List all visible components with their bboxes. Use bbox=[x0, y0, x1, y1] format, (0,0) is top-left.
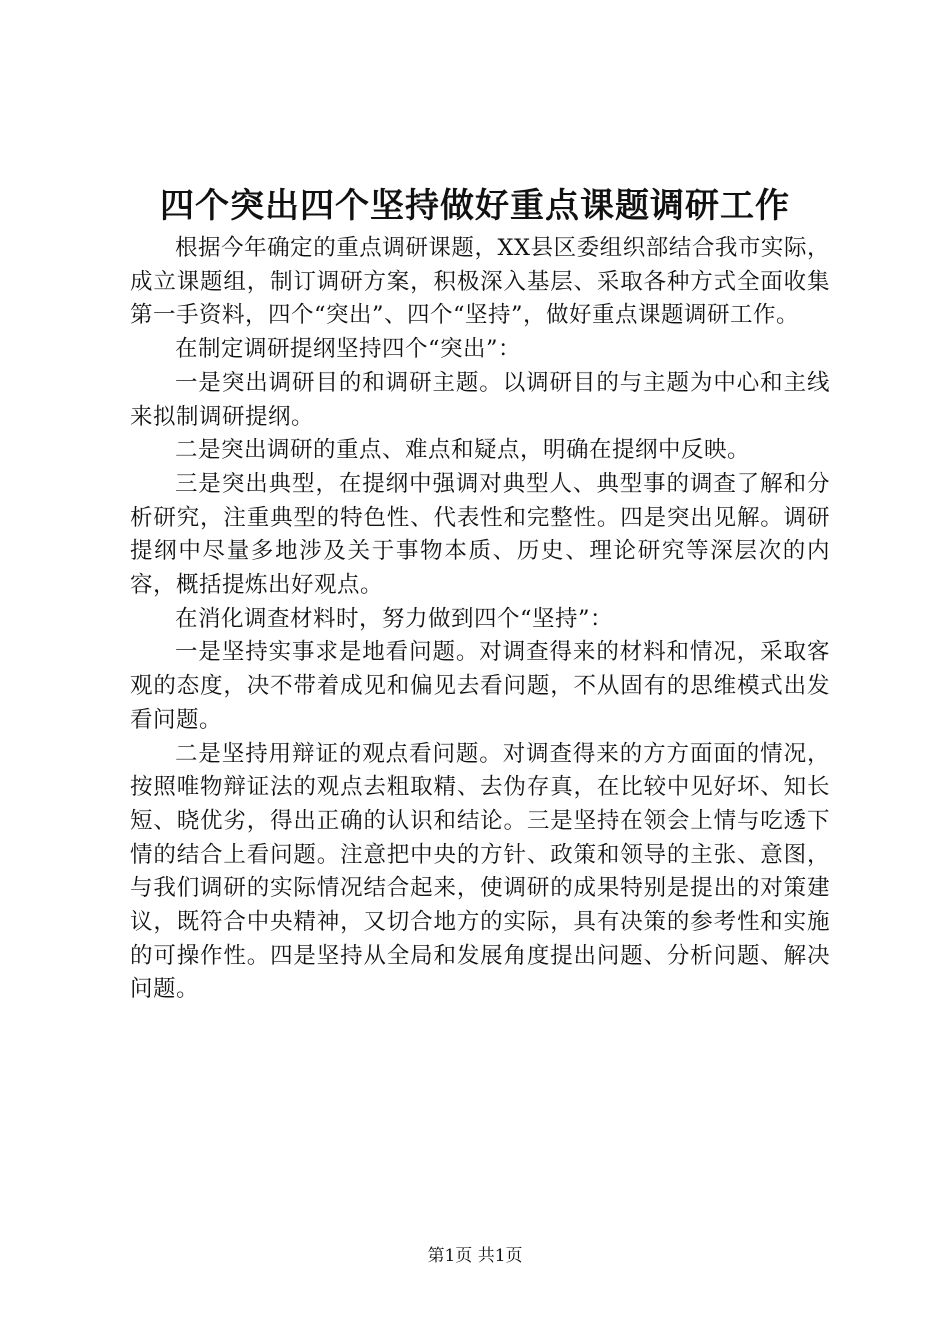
document-title: 四个突出四个坚持做好重点课题调研工作 bbox=[160, 186, 790, 226]
page-footer: 第1页 共1页 bbox=[427, 1246, 523, 1266]
paragraph-material-1: 一是坚持实事求是地看问题。对调查得来的材料和情况，采取客观的态度，决不带着成见和偏见去看问题，不从固有的思维模式出发看问题。 bbox=[130, 639, 830, 733]
paragraph-intro: 根据今年确定的重点调研课题，XX县区委组织部结合我市实际，成立课题组，制订调研方案，积极深入基层、采取各种方式全面收集第一手资料，四个“突出”、四个“坚持”，做好重点课题调研工作。 bbox=[130, 235, 830, 329]
paragraph-outline-heading: 在制定调研提纲坚持四个“突出”： bbox=[175, 336, 522, 363]
paragraph-material-2-4: 二是坚持用辩证的观点看问题。对调查得来的方方面面的情况，按照唯物辩证法的观点去粗取精、去伪存真，在比较中见好坏、知长短、晓优劣，得出正确的认识和结论。三是坚持在领会上情与吃透下情的结合上看问题。注意把中央的方针、政策和领导的主张、意图，与我们调研的实际情况结合起来，使调研的成果特别是提出的对策建议，既符合中央精神，又切合地方的实际，具有决策的参考性和实施的可操作性。四是坚持从全局和发展角度提出问题、分析问题、解决问题。 bbox=[130, 740, 830, 1003]
paragraph-outline-1: 一是突出调研目的和调研主题。以调研目的与主题为中心和主线来拟制调研提纲。 bbox=[130, 369, 830, 430]
document-body bbox=[130, 232, 830, 1007]
paragraph-outline-3-4: 三是突出典型，在提纲中强调对典型人、典型事的调查了解和分析研究，注重典型的特色性、代表性和完整性。四是突出见解。调研提纲中尽量多地涉及关于事物本质、历史、理论研究等深层次的内容，概括提炼出好观点。 bbox=[130, 470, 830, 599]
paragraph-material-heading: 在消化调查材料时，努力做到四个“坚持”： bbox=[175, 605, 614, 632]
paragraph-outline-2: 二是突出调研的重点、难点和疑点，明确在提纲中反映。 bbox=[175, 437, 751, 464]
